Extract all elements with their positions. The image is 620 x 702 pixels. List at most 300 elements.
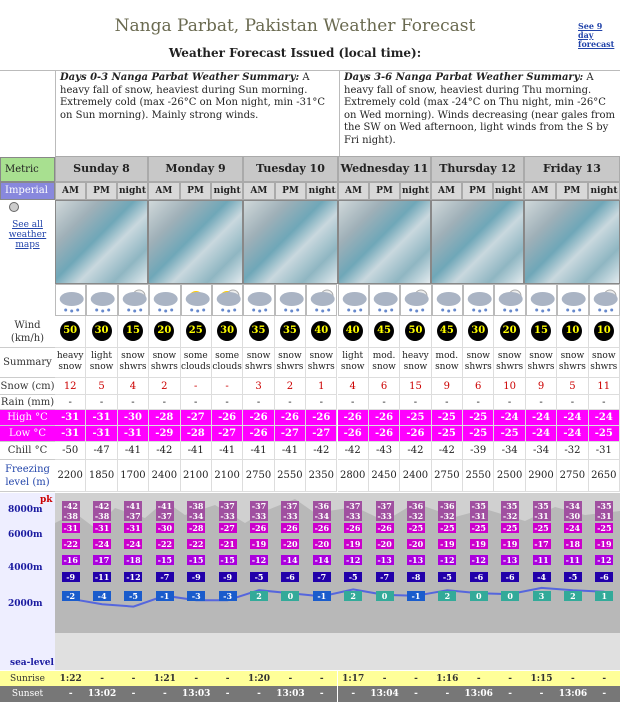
rain-cell: - (55, 395, 86, 410)
altitude-temp-chip: -27 (220, 523, 235, 533)
page-title: Nanga Parbat, Pakistan Weather Forecast (114, 16, 476, 36)
high-cell: -26 (306, 410, 337, 426)
chill-cell: -42 (149, 442, 180, 460)
sunrise-cell: - (589, 671, 620, 687)
period-header: AM (338, 182, 369, 200)
wind-speed-cell (118, 316, 149, 348)
altitude-temp-chip: -26 (377, 523, 392, 533)
wind-arrow-icon: 10 (562, 321, 582, 341)
wind-arrow-icon: 50 (60, 321, 80, 341)
chill-cell: -47 (86, 442, 117, 460)
altitude-temp-chip: -7 (156, 572, 174, 582)
freezing-cell: 2550 (275, 460, 306, 492)
high-cell: -26 (338, 410, 369, 426)
altitude-temp-chip: -37 (251, 501, 267, 511)
chill-cell: -41 (212, 442, 243, 460)
summary-days-3-6 (339, 70, 620, 156)
altitude-temp-chip: -13 (502, 555, 518, 565)
rain-cell: - (149, 395, 180, 410)
day-header: Thursday 12 (431, 156, 524, 182)
altitude-temp-chip: -7 (376, 572, 394, 582)
altitude-temp-chip: -38 (189, 501, 204, 511)
altitude-temp-chip: 2 (250, 591, 268, 601)
sunrise-cell: - (181, 671, 212, 687)
altitude-temp-chip: -42 (94, 501, 110, 511)
snow-cloud-icon (557, 284, 588, 316)
sunrise-cell: - (86, 671, 117, 687)
moon-snow-icon (494, 284, 525, 316)
high-cell: -28 (149, 410, 180, 426)
sunset-cell: - (338, 686, 369, 702)
see-all-maps-link[interactable]: See all weather maps (8, 220, 47, 250)
wind-arrow-icon: 45 (437, 321, 457, 341)
altitude-temp-chip: -41 (157, 501, 173, 511)
period-header: PM (369, 182, 400, 200)
sunrise-cell: 1:21 (149, 671, 180, 687)
summary-cell: snow shwrs (526, 348, 557, 378)
altitude-temp-chip: -4 (93, 591, 111, 601)
summary-cell: snow shwrs (589, 348, 620, 378)
sunset-row-label: Sunset (0, 686, 55, 702)
high-cell: -25 (463, 410, 494, 426)
alt-8000: 8000m (8, 505, 43, 515)
wind-speed-cell (86, 316, 117, 348)
period-header: PM (275, 182, 307, 200)
rain-cell: - (275, 395, 306, 410)
summary-cell: light snow (86, 348, 117, 378)
day-header: Wednesday 11 (338, 156, 431, 182)
altitude-temp-chip: -32 (440, 511, 455, 521)
altitude-temp-chip: -37 (220, 501, 235, 511)
period-header: night (588, 182, 620, 200)
altitude-temp-chip: -5 (344, 572, 362, 582)
rain-cell: - (118, 395, 149, 410)
wind-arrow-icon: 50 (405, 321, 425, 341)
altitude-temp-chip: -31 (126, 523, 141, 533)
altitude-temp-chip: 0 (281, 591, 299, 601)
low-cell: -26 (243, 426, 274, 442)
chill-cell: -42 (432, 442, 463, 460)
snow-cell: 10 (494, 378, 525, 395)
chill-cell: -50 (55, 442, 86, 460)
sunrise-cell: - (463, 671, 494, 687)
chill-cell: -41 (243, 442, 274, 460)
freezing-cell: 2100 (181, 460, 212, 492)
imperial-toggle[interactable] (0, 182, 55, 200)
altitude-temp-chip: -35 (502, 501, 518, 511)
altitude-temp-chip: -8 (407, 572, 425, 582)
altitude-temp-chip: -15 (157, 555, 173, 565)
sunrise-cell: 1:20 (243, 671, 274, 687)
sunset-cell: - (149, 686, 180, 702)
altitude-temp-chip: -33 (283, 511, 298, 521)
high-cell: -26 (369, 410, 400, 426)
chill-cell: -41 (181, 442, 212, 460)
altitude-temp-chip: -1 (313, 591, 331, 601)
summary-cell: snow shwrs (557, 348, 588, 378)
altitude-temp-chip: -41 (126, 501, 141, 511)
rain-row-label: Rain (mm) (0, 397, 55, 408)
altitude-temp-chip: -12 (345, 555, 361, 565)
freezing-cell: 2750 (432, 460, 463, 492)
period-header: night (493, 182, 524, 200)
altitude-temp-chip: -24 (94, 539, 110, 549)
rain-cell: - (400, 395, 431, 410)
summary-cell: snow shwrs (275, 348, 306, 378)
altitude-temp-chip: -35 (471, 501, 486, 511)
wind-speed-cell (432, 316, 463, 348)
altitude-temp-chip: -30 (157, 523, 173, 533)
altitude-temp-chip: -9 (187, 572, 205, 582)
sunset-cell: - (589, 686, 620, 702)
metric-toggle[interactable] (0, 157, 55, 182)
period-header: night (400, 182, 431, 200)
altitude-temp-chip: -9 (62, 572, 80, 582)
altitude-temp-chip: -2 (62, 591, 80, 601)
period-header: AM (148, 182, 180, 200)
wind-speed-cell (557, 316, 588, 348)
summary-text: A heavy fall of snow, heaviest during Thu morning. Extremely cold (max -24°C on Thu night, min -26°C on Wed morning). Winds decreasing (near gales from the SW on Wed afternoon, light winds from the S by Fri night). (344, 72, 615, 146)
high-cell: -24 (494, 410, 525, 426)
period-header: AM (524, 182, 556, 200)
altitude-temp-chip: -35 (597, 501, 612, 511)
altitude-temperature-chart (55, 493, 620, 670)
snow-cell: 2 (275, 378, 306, 395)
wind-speed-cell (400, 316, 431, 348)
altitude-temp-chip: -11 (534, 555, 549, 565)
low-cell: -31 (118, 426, 149, 442)
low-cell: -25 (432, 426, 463, 442)
altitude-temp-chip: -12 (251, 555, 267, 565)
high-cell: -26 (275, 410, 306, 426)
freezing-cell: 2100 (212, 460, 243, 492)
period-header: AM (55, 182, 86, 200)
wind-speed-cell (181, 316, 212, 348)
altitude-temp-chip: -33 (345, 511, 361, 521)
wind-arrow-icon: 25 (186, 321, 206, 341)
high-cell: -31 (55, 410, 86, 426)
altitude-temp-chip: -22 (63, 539, 78, 549)
snow-cloud-icon (55, 284, 86, 316)
wind-speed-cell (243, 316, 274, 348)
low-cell: -29 (149, 426, 180, 442)
sunset-cell: - (432, 686, 463, 702)
altitude-temp-chip: -36 (408, 501, 424, 511)
low-cell: -31 (55, 426, 86, 442)
sun-cloud-icon (181, 284, 212, 316)
freezing-cell: 2550 (463, 460, 494, 492)
altitude-temp-chip: -6 (595, 572, 613, 582)
sunrise-cell: - (494, 671, 525, 687)
altitude-temp-chip: -26 (251, 523, 267, 533)
sunrise-cell: - (275, 671, 306, 687)
altitude-temp-chip: -12 (440, 555, 455, 565)
snow-cell: 12 (55, 378, 86, 395)
altitude-temp-chip: -25 (471, 523, 486, 533)
low-cell: -24 (526, 426, 557, 442)
snow-cell: 2 (149, 378, 180, 395)
weather-map-thumbnail[interactable] (431, 200, 524, 284)
moon-snow-icon (118, 284, 149, 316)
sunrise-cell: 1:16 (432, 671, 463, 687)
period-header: PM (180, 182, 212, 200)
altitude-temp-chip: -19 (251, 539, 267, 549)
summary-cell: heavy snow (400, 348, 431, 378)
rain-cell: - (306, 395, 337, 410)
sunset-cell: - (118, 686, 149, 702)
chill-cell: -31 (589, 442, 620, 460)
freezing-cell: 2650 (589, 460, 620, 492)
altitude-temp-chip: -4 (533, 572, 551, 582)
altitude-temp-chip: -12 (471, 555, 486, 565)
altitude-temp-chip: -31 (534, 511, 549, 521)
low-cell: -27 (306, 426, 337, 442)
wind-arrow-icon: 15 (531, 321, 551, 341)
period-header: AM (243, 182, 275, 200)
altitude-temp-chip: -6 (281, 572, 299, 582)
chill-cell: -42 (338, 442, 369, 460)
altitude-temp-chip: -35 (534, 501, 549, 511)
chill-cell: -42 (306, 442, 337, 460)
snow-cell: 5 (557, 378, 588, 395)
altitude-temp-chip: -1 (407, 591, 425, 601)
wind-speed-cell (212, 316, 243, 348)
period-header: PM (556, 182, 588, 200)
wind-arrow-icon: 30 (468, 321, 488, 341)
summary-cell: light snow (338, 348, 369, 378)
chill-cell: -43 (369, 442, 400, 460)
sunset-cell: - (494, 686, 525, 702)
altitude-temp-chip: -22 (157, 539, 173, 549)
rain-cell: - (557, 395, 588, 410)
sunset-cell: 13:03 (275, 686, 306, 702)
snow-cell: 5 (86, 378, 117, 395)
altitude-temp-chip: -37 (126, 511, 141, 521)
rain-cell: - (212, 395, 243, 410)
altitude-temp-chip: -17 (94, 555, 110, 565)
wind-arrow-icon: 40 (311, 321, 331, 341)
summary-text: A heavy fall of snow, heaviest during Sun morning. Extremely cold (max -26°C on Mon night, min -31°C on Sun morning). Mainly strong winds. (60, 72, 326, 121)
moon-snow-icon (400, 284, 431, 316)
altitude-temp-chip: -22 (189, 539, 204, 549)
summary-cell: snow shwrs (243, 348, 274, 378)
altitude-temp-chip: -14 (283, 555, 298, 565)
altitude-temp-chip: 0 (470, 591, 488, 601)
summary-cell: mod. snow (369, 348, 400, 378)
altitude-temp-chip: -28 (189, 523, 204, 533)
altitude-temp-chip: -5 (438, 572, 456, 582)
freezing-cell: 1850 (86, 460, 117, 492)
snow-cloud-icon (149, 284, 180, 316)
high-cell: -24 (589, 410, 620, 426)
sunset-cell: 13:04 (369, 686, 400, 702)
snow-cell: 15 (400, 378, 431, 395)
chill-cell: -41 (275, 442, 306, 460)
altitude-temp-chip: -13 (408, 555, 424, 565)
altitude-temp-chip: -20 (283, 539, 298, 549)
sun-cloud-icon (212, 284, 243, 316)
summary-cell: snow shwrs (149, 348, 180, 378)
moon-snow-icon (589, 284, 620, 316)
altitude-temp-chip: -11 (94, 572, 110, 582)
sunset-cell: - (400, 686, 431, 702)
low-cell: -27 (275, 426, 306, 442)
altitude-temp-chip: -34 (565, 501, 581, 511)
low-cell: -31 (86, 426, 117, 442)
altitude-temp-chip: -31 (597, 511, 612, 521)
snow-cell: 9 (526, 378, 557, 395)
altitude-temp-chip: -32 (502, 511, 518, 521)
snow-cloud-icon (463, 284, 494, 316)
altitude-temp-chip: 1 (595, 591, 613, 601)
low-row-label: Low °C (0, 426, 55, 442)
weather-map-thumbnail[interactable] (243, 200, 338, 284)
freezing-cell: 2200 (55, 460, 86, 492)
altitude-axis (0, 493, 55, 670)
altitude-temp-chip: -18 (565, 539, 581, 549)
altitude-temp-chip: -18 (126, 555, 141, 565)
altitude-temp-chip: -37 (377, 501, 392, 511)
sunset-cell: - (212, 686, 243, 702)
snow-cloud-icon (243, 284, 274, 316)
rain-cell: - (181, 395, 212, 410)
sunset-cell: 13:06 (463, 686, 494, 702)
altitude-temp-chip: -15 (220, 555, 235, 565)
freezing-row-label: Freezing level (m) (0, 460, 55, 492)
altitude-temp-chip: -38 (94, 511, 110, 521)
period-header: AM (431, 182, 462, 200)
altitude-temp-chip: -3 (219, 591, 237, 601)
weather-map-thumbnail[interactable] (148, 200, 243, 284)
period-header: night (211, 182, 243, 200)
altitude-temp-chip: -5 (564, 572, 582, 582)
wind-arrow-icon: 20 (500, 321, 520, 341)
altitude-temp-chip: -24 (565, 523, 581, 533)
wind-speed-cell (463, 316, 494, 348)
sunrise-cell: - (118, 671, 149, 687)
wind-speed-cell (494, 316, 525, 348)
high-cell: -25 (400, 410, 431, 426)
sunset-cell: 13:06 (557, 686, 588, 702)
altitude-temp-chip: -25 (534, 523, 549, 533)
wind-row-label: Wind (km/h) (0, 316, 55, 348)
altitude-temp-chip: -42 (63, 501, 78, 511)
freezing-cell: 2400 (400, 460, 431, 492)
snow-cell: 6 (463, 378, 494, 395)
summary-cell: mod. snow (432, 348, 463, 378)
chill-cell: -34 (526, 442, 557, 460)
altitude-temp-chip: 2 (438, 591, 456, 601)
altitude-temp-chip: -19 (471, 539, 486, 549)
summary-cell: some clouds (181, 348, 212, 378)
low-cell: -26 (400, 426, 431, 442)
altitude-temp-chip: -25 (502, 523, 518, 533)
altitude-temp-chip: -34 (314, 511, 330, 521)
low-cell: -26 (338, 426, 369, 442)
wind-speed-cell (306, 316, 337, 348)
altitude-temp-chip: -36 (314, 501, 330, 511)
snow-cloud-icon (86, 284, 117, 316)
altitude-temp-chip: -25 (440, 523, 455, 533)
high-cell: -24 (557, 410, 588, 426)
wind-speed-cell (526, 316, 557, 348)
altitude-temp-chip: -1 (156, 591, 174, 601)
snow-cell: 1 (306, 378, 337, 395)
altitude-temp-chip: 2 (564, 591, 582, 601)
snow-cell: 4 (338, 378, 369, 395)
sunrise-cell: - (212, 671, 243, 687)
snow-cloud-icon (369, 284, 400, 316)
snow-cell: 4 (118, 378, 149, 395)
altitude-temp-chip: -31 (94, 523, 110, 533)
altitude-temp-chip: -7 (313, 572, 331, 582)
freezing-cell: 2900 (526, 460, 557, 492)
sunset-cell: - (55, 686, 86, 702)
altitude-temp-chip: 0 (501, 591, 519, 601)
altitude-temp-chip: -5 (124, 591, 142, 601)
day-header: Friday 13 (524, 156, 620, 182)
chill-cell: -34 (494, 442, 525, 460)
sunset-cell: - (526, 686, 557, 702)
snow-cell: - (212, 378, 243, 395)
altitude-temp-chip: -14 (314, 555, 330, 565)
wind-speed-cell (369, 316, 400, 348)
peak-label: pk (40, 495, 53, 505)
altitude-temp-chip: -3 (187, 591, 205, 601)
sunrise-cell: - (557, 671, 588, 687)
wind-arrow-icon: 35 (280, 321, 300, 341)
weather-map-thumbnail[interactable] (524, 200, 620, 284)
day-header: Tuesday 10 (243, 156, 338, 182)
rain-cell: - (494, 395, 525, 410)
weather-map-thumbnail[interactable] (55, 200, 148, 284)
high-cell: -30 (118, 410, 149, 426)
rain-cell: - (589, 395, 620, 410)
snow-row-label: Snow (cm) (0, 378, 55, 395)
high-cell: -25 (432, 410, 463, 426)
altitude-temp-chip: -6 (501, 572, 519, 582)
weather-map-thumbnail[interactable] (338, 200, 431, 284)
altitude-temp-chip: -26 (283, 523, 298, 533)
freezing-cell: 2750 (243, 460, 274, 492)
moon-snow-icon (306, 284, 337, 316)
snow-cell: 9 (432, 378, 463, 395)
low-cell: -28 (181, 426, 212, 442)
wind-speed-cell (338, 316, 369, 348)
see-9-day-forecast-link[interactable]: See 9 day forecast (578, 21, 615, 49)
sunrise-row-label: Sunrise (0, 671, 55, 687)
altitude-temp-chip: -31 (63, 523, 78, 533)
period-header: night (117, 182, 148, 200)
altitude-temp-chip: -26 (314, 523, 330, 533)
altitude-temp-chip: -33 (220, 511, 235, 521)
alt-6000: 6000m (8, 530, 43, 540)
altitude-temp-chip: -33 (377, 511, 392, 521)
altitude-temp-chip: -19 (345, 539, 361, 549)
wind-arrow-icon: 15 (123, 321, 143, 341)
altitude-temp-chip: -12 (597, 555, 612, 565)
altitude-temp-chip: -16 (63, 555, 78, 565)
freezing-cell: 1700 (118, 460, 149, 492)
chill-cell: -42 (400, 442, 431, 460)
altitude-temp-chip: -11 (565, 555, 581, 565)
wind-arrow-icon: 30 (92, 321, 112, 341)
high-cell: -26 (212, 410, 243, 426)
summary-cell: snow shwrs (118, 348, 149, 378)
freezing-cell: 2400 (149, 460, 180, 492)
wind-speed-cell (55, 316, 86, 348)
period-header: PM (462, 182, 493, 200)
